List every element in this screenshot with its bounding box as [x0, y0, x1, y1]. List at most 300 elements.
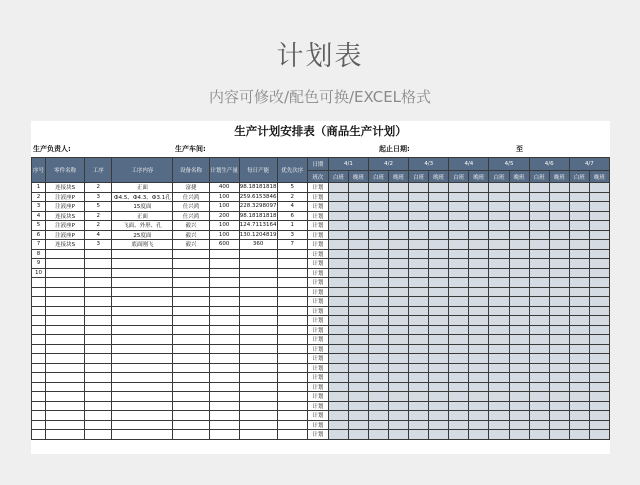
schedule-cell[interactable] [489, 401, 509, 411]
schedule-cell[interactable] [529, 249, 549, 259]
schedule-cell[interactable] [328, 192, 348, 202]
schedule-cell[interactable] [409, 259, 429, 269]
schedule-cell[interactable] [489, 230, 509, 240]
cell-device[interactable] [173, 268, 209, 278]
schedule-cell[interactable] [409, 392, 429, 402]
schedule-cell[interactable] [389, 325, 409, 335]
schedule-cell[interactable] [589, 354, 609, 364]
cell-plan[interactable] [209, 325, 239, 335]
cell-content[interactable]: Ф4.5、Ф4.3、Ф3.1孔 [112, 192, 173, 202]
schedule-cell[interactable] [549, 297, 569, 307]
schedule-cell[interactable] [369, 192, 389, 202]
schedule-cell[interactable] [409, 325, 429, 335]
cell-plan[interactable]: 100 [209, 230, 239, 240]
schedule-cell[interactable] [549, 183, 569, 193]
cell-device[interactable]: 毅兴 [173, 240, 209, 250]
cell-content[interactable] [112, 325, 173, 335]
cell-daily[interactable] [239, 268, 277, 278]
schedule-cell[interactable] [589, 363, 609, 373]
schedule-cell[interactable] [549, 259, 569, 269]
cell-content[interactable] [112, 430, 173, 440]
cell-process[interactable]: 3 [85, 192, 112, 202]
cell-process[interactable]: 2 [85, 221, 112, 231]
cell-part[interactable] [46, 392, 85, 402]
schedule-cell[interactable] [469, 325, 489, 335]
cell-content[interactable]: 25度面 [112, 230, 173, 240]
schedule-cell[interactable] [529, 192, 549, 202]
schedule-cell[interactable] [449, 306, 469, 316]
cell-content[interactable] [112, 363, 173, 373]
schedule-cell[interactable] [469, 316, 489, 326]
schedule-cell[interactable] [589, 202, 609, 212]
schedule-cell[interactable] [589, 401, 609, 411]
cell-device[interactable] [173, 401, 209, 411]
schedule-cell[interactable] [529, 240, 549, 250]
cell-plan[interactable]: 400 [209, 183, 239, 193]
cell-device[interactable] [173, 354, 209, 364]
schedule-cell[interactable] [429, 344, 449, 354]
cell-part[interactable] [46, 335, 85, 345]
schedule-cell[interactable] [328, 335, 348, 345]
schedule-cell[interactable] [589, 306, 609, 316]
cell-plan[interactable] [209, 411, 239, 421]
schedule-cell[interactable] [348, 192, 368, 202]
schedule-cell[interactable] [509, 344, 529, 354]
schedule-cell[interactable] [328, 183, 348, 193]
schedule-cell[interactable] [449, 192, 469, 202]
cell-seq[interactable] [32, 354, 46, 364]
schedule-cell[interactable] [489, 392, 509, 402]
schedule-cell[interactable] [328, 297, 348, 307]
cell-daily[interactable] [239, 278, 277, 288]
schedule-cell[interactable] [509, 240, 529, 250]
schedule-cell[interactable] [529, 401, 549, 411]
cell-daily[interactable] [239, 249, 277, 259]
schedule-cell[interactable] [529, 363, 549, 373]
cell-priority[interactable] [277, 316, 307, 326]
cell-priority[interactable] [277, 249, 307, 259]
schedule-cell[interactable] [449, 382, 469, 392]
schedule-cell[interactable] [348, 211, 368, 221]
schedule-cell[interactable] [569, 249, 589, 259]
schedule-cell[interactable] [549, 344, 569, 354]
schedule-cell[interactable] [489, 278, 509, 288]
schedule-cell[interactable] [348, 278, 368, 288]
schedule-cell[interactable] [389, 249, 409, 259]
schedule-cell[interactable] [449, 420, 469, 430]
cell-plan[interactable] [209, 278, 239, 288]
schedule-cell[interactable] [369, 401, 389, 411]
schedule-cell[interactable] [509, 268, 529, 278]
schedule-cell[interactable] [348, 183, 368, 193]
cell-part[interactable] [46, 306, 85, 316]
schedule-cell[interactable] [409, 344, 429, 354]
cell-daily[interactable]: 130.1204819 [239, 231, 277, 238]
schedule-cell[interactable] [348, 382, 368, 392]
schedule-cell[interactable] [389, 221, 409, 231]
schedule-cell[interactable] [348, 373, 368, 383]
schedule-cell[interactable] [469, 297, 489, 307]
schedule-cell[interactable] [549, 401, 569, 411]
schedule-cell[interactable] [569, 230, 589, 240]
schedule-cell[interactable] [369, 306, 389, 316]
cell-seq[interactable] [32, 306, 46, 316]
schedule-cell[interactable] [569, 221, 589, 231]
schedule-cell[interactable] [509, 230, 529, 240]
cell-seq[interactable] [32, 430, 46, 440]
schedule-cell[interactable] [348, 335, 368, 345]
schedule-cell[interactable] [409, 183, 429, 193]
schedule-cell[interactable] [449, 259, 469, 269]
schedule-cell[interactable] [389, 382, 409, 392]
cell-device[interactable] [173, 430, 209, 440]
cell-process[interactable] [85, 344, 112, 354]
cell-device[interactable] [173, 306, 209, 316]
schedule-cell[interactable] [429, 411, 449, 421]
schedule-cell[interactable] [589, 211, 609, 221]
cell-seq[interactable]: 5 [32, 221, 46, 231]
cell-priority[interactable] [277, 430, 307, 440]
cell-priority[interactable] [277, 278, 307, 288]
schedule-cell[interactable] [348, 420, 368, 430]
cell-daily[interactable]: 259.6153846 [239, 193, 277, 200]
cell-process[interactable] [85, 401, 112, 411]
schedule-cell[interactable] [348, 363, 368, 373]
cell-process[interactable] [85, 297, 112, 307]
schedule-cell[interactable] [569, 306, 589, 316]
cell-plan[interactable]: 600 [209, 240, 239, 250]
schedule-cell[interactable] [328, 278, 348, 288]
schedule-cell[interactable] [389, 287, 409, 297]
cell-process[interactable] [85, 373, 112, 383]
cell-seq[interactable] [32, 382, 46, 392]
schedule-cell[interactable] [429, 392, 449, 402]
cell-daily[interactable]: 228.3298097 [239, 203, 277, 210]
schedule-cell[interactable] [389, 373, 409, 383]
cell-seq[interactable] [32, 411, 46, 421]
schedule-cell[interactable] [389, 363, 409, 373]
cell-process[interactable] [85, 278, 112, 288]
cell-plan[interactable] [209, 373, 239, 383]
schedule-cell[interactable] [509, 297, 529, 307]
schedule-cell[interactable] [509, 335, 529, 345]
cell-process[interactable] [85, 268, 112, 278]
cell-process[interactable] [85, 411, 112, 421]
cell-content[interactable]: 15度面 [112, 202, 173, 212]
cell-part[interactable] [46, 420, 85, 430]
schedule-cell[interactable] [409, 411, 429, 421]
schedule-cell[interactable] [389, 354, 409, 364]
cell-priority[interactable] [277, 354, 307, 364]
cell-daily[interactable] [239, 420, 277, 430]
schedule-cell[interactable] [529, 287, 549, 297]
schedule-cell[interactable] [328, 354, 348, 364]
schedule-cell[interactable] [549, 373, 569, 383]
schedule-cell[interactable] [509, 278, 529, 288]
cell-process[interactable] [85, 249, 112, 259]
cell-content[interactable] [112, 382, 173, 392]
schedule-cell[interactable] [389, 202, 409, 212]
schedule-cell[interactable] [469, 335, 489, 345]
cell-device[interactable] [173, 392, 209, 402]
cell-priority[interactable] [277, 259, 307, 269]
cell-seq[interactable]: 9 [32, 259, 46, 269]
schedule-cell[interactable] [348, 221, 368, 231]
schedule-cell[interactable] [369, 202, 389, 212]
schedule-cell[interactable] [589, 249, 609, 259]
schedule-cell[interactable] [489, 430, 509, 440]
schedule-cell[interactable] [328, 306, 348, 316]
schedule-cell[interactable] [409, 230, 429, 240]
schedule-cell[interactable] [429, 373, 449, 383]
cell-plan[interactable] [209, 363, 239, 373]
schedule-cell[interactable] [409, 363, 429, 373]
schedule-cell[interactable] [589, 230, 609, 240]
cell-daily[interactable] [239, 354, 277, 364]
schedule-cell[interactable] [409, 287, 429, 297]
schedule-cell[interactable] [589, 325, 609, 335]
schedule-cell[interactable] [409, 420, 429, 430]
schedule-cell[interactable] [389, 192, 409, 202]
schedule-cell[interactable] [509, 382, 529, 392]
schedule-cell[interactable] [429, 221, 449, 231]
schedule-cell[interactable] [348, 325, 368, 335]
schedule-cell[interactable] [469, 259, 489, 269]
cell-device[interactable] [173, 316, 209, 326]
schedule-cell[interactable] [389, 316, 409, 326]
cell-process[interactable] [85, 420, 112, 430]
schedule-cell[interactable] [429, 306, 449, 316]
schedule-cell[interactable] [469, 211, 489, 221]
cell-device[interactable]: 毅兴 [173, 230, 209, 240]
schedule-cell[interactable] [529, 354, 549, 364]
schedule-cell[interactable] [389, 344, 409, 354]
schedule-cell[interactable] [569, 297, 589, 307]
schedule-cell[interactable] [569, 278, 589, 288]
schedule-cell[interactable] [389, 240, 409, 250]
schedule-cell[interactable] [348, 268, 368, 278]
schedule-cell[interactable] [489, 373, 509, 383]
schedule-cell[interactable] [549, 325, 569, 335]
schedule-cell[interactable] [569, 363, 589, 373]
schedule-cell[interactable] [328, 259, 348, 269]
schedule-cell[interactable] [328, 373, 348, 383]
cell-content[interactable] [112, 401, 173, 411]
cell-priority[interactable] [277, 287, 307, 297]
cell-content[interactable] [112, 278, 173, 288]
schedule-cell[interactable] [469, 382, 489, 392]
schedule-cell[interactable] [549, 211, 569, 221]
schedule-cell[interactable] [409, 240, 429, 250]
schedule-cell[interactable] [449, 287, 469, 297]
schedule-cell[interactable] [429, 230, 449, 240]
cell-seq[interactable] [32, 325, 46, 335]
schedule-cell[interactable] [529, 221, 549, 231]
schedule-cell[interactable] [489, 202, 509, 212]
schedule-cell[interactable] [409, 401, 429, 411]
cell-content[interactable]: 正面 [112, 211, 173, 221]
schedule-cell[interactable] [348, 392, 368, 402]
schedule-cell[interactable] [529, 316, 549, 326]
schedule-cell[interactable] [549, 221, 569, 231]
schedule-cell[interactable] [529, 211, 549, 221]
cell-priority[interactable] [277, 392, 307, 402]
schedule-cell[interactable] [429, 259, 449, 269]
schedule-cell[interactable] [529, 259, 549, 269]
schedule-cell[interactable] [409, 221, 429, 231]
cell-part[interactable] [46, 401, 85, 411]
cell-device[interactable] [173, 373, 209, 383]
cell-seq[interactable] [32, 420, 46, 430]
schedule-cell[interactable] [569, 411, 589, 421]
schedule-cell[interactable] [509, 411, 529, 421]
schedule-cell[interactable] [489, 297, 509, 307]
cell-seq[interactable] [32, 335, 46, 345]
schedule-cell[interactable] [409, 382, 429, 392]
cell-daily[interactable] [239, 392, 277, 402]
schedule-cell[interactable] [569, 259, 589, 269]
cell-seq[interactable] [32, 316, 46, 326]
schedule-cell[interactable] [389, 420, 409, 430]
cell-process[interactable] [85, 259, 112, 269]
schedule-cell[interactable] [429, 183, 449, 193]
schedule-cell[interactable] [469, 354, 489, 364]
schedule-cell[interactable] [569, 192, 589, 202]
cell-content[interactable]: 飞面、外形、孔 [112, 221, 173, 231]
schedule-cell[interactable] [529, 325, 549, 335]
schedule-cell[interactable] [469, 287, 489, 297]
schedule-cell[interactable] [549, 430, 569, 440]
schedule-cell[interactable] [469, 230, 489, 240]
schedule-cell[interactable] [569, 401, 589, 411]
schedule-cell[interactable] [449, 325, 469, 335]
cell-process[interactable] [85, 287, 112, 297]
schedule-cell[interactable] [449, 401, 469, 411]
schedule-cell[interactable] [469, 306, 489, 316]
cell-device[interactable] [173, 335, 209, 345]
schedule-cell[interactable] [549, 354, 569, 364]
cell-process[interactable]: 3 [85, 240, 112, 250]
schedule-cell[interactable] [369, 373, 389, 383]
cell-process[interactable] [85, 325, 112, 335]
cell-daily[interactable] [239, 382, 277, 392]
schedule-cell[interactable] [328, 382, 348, 392]
cell-daily[interactable] [239, 287, 277, 297]
schedule-cell[interactable] [429, 240, 449, 250]
cell-seq[interactable]: 10 [32, 268, 46, 278]
schedule-cell[interactable] [549, 392, 569, 402]
schedule-cell[interactable] [449, 335, 469, 345]
schedule-cell[interactable] [389, 183, 409, 193]
schedule-cell[interactable] [589, 192, 609, 202]
schedule-cell[interactable] [369, 249, 389, 259]
cell-daily[interactable] [239, 325, 277, 335]
schedule-cell[interactable] [389, 259, 409, 269]
schedule-cell[interactable] [469, 268, 489, 278]
schedule-cell[interactable] [409, 430, 429, 440]
schedule-cell[interactable] [389, 401, 409, 411]
schedule-cell[interactable] [589, 420, 609, 430]
schedule-cell[interactable] [489, 325, 509, 335]
schedule-cell[interactable] [569, 382, 589, 392]
schedule-cell[interactable] [409, 202, 429, 212]
schedule-cell[interactable] [469, 278, 489, 288]
cell-seq[interactable] [32, 344, 46, 354]
schedule-cell[interactable] [328, 249, 348, 259]
schedule-cell[interactable] [489, 259, 509, 269]
cell-content[interactable] [112, 354, 173, 364]
cell-part[interactable] [46, 259, 85, 269]
cell-device[interactable]: 仕兴鸿 [173, 211, 209, 221]
cell-part[interactable]: 注液座P [46, 202, 85, 212]
cell-priority[interactable] [277, 306, 307, 316]
schedule-cell[interactable] [449, 363, 469, 373]
schedule-cell[interactable] [348, 202, 368, 212]
schedule-cell[interactable] [429, 335, 449, 345]
cell-priority[interactable]: 2 [277, 192, 307, 202]
schedule-cell[interactable] [328, 268, 348, 278]
schedule-cell[interactable] [569, 183, 589, 193]
schedule-cell[interactable] [529, 297, 549, 307]
schedule-cell[interactable] [369, 278, 389, 288]
cell-plan[interactable] [209, 287, 239, 297]
schedule-cell[interactable] [549, 278, 569, 288]
schedule-cell[interactable] [449, 297, 469, 307]
schedule-cell[interactable] [549, 249, 569, 259]
schedule-cell[interactable] [429, 249, 449, 259]
schedule-cell[interactable] [569, 373, 589, 383]
cell-priority[interactable]: 1 [277, 221, 307, 231]
cell-content[interactable] [112, 297, 173, 307]
cell-daily[interactable] [239, 335, 277, 345]
cell-seq[interactable]: 7 [32, 240, 46, 250]
cell-priority[interactable] [277, 411, 307, 421]
cell-daily[interactable] [239, 316, 277, 326]
schedule-cell[interactable] [389, 306, 409, 316]
schedule-cell[interactable] [509, 259, 529, 269]
schedule-cell[interactable] [549, 411, 569, 421]
schedule-cell[interactable] [569, 240, 589, 250]
schedule-cell[interactable] [469, 221, 489, 231]
schedule-cell[interactable] [509, 183, 529, 193]
cell-part[interactable] [46, 344, 85, 354]
cell-daily[interactable] [239, 297, 277, 307]
cell-daily[interactable] [239, 430, 277, 440]
schedule-cell[interactable] [489, 249, 509, 259]
schedule-cell[interactable] [549, 363, 569, 373]
cell-plan[interactable] [209, 268, 239, 278]
schedule-cell[interactable] [569, 344, 589, 354]
schedule-cell[interactable] [449, 230, 469, 240]
cell-seq[interactable]: 3 [32, 202, 46, 212]
schedule-cell[interactable] [529, 306, 549, 316]
schedule-cell[interactable] [369, 335, 389, 345]
cell-content[interactable] [112, 344, 173, 354]
cell-device[interactable]: 仕兴鸿 [173, 192, 209, 202]
cell-seq[interactable]: 8 [32, 249, 46, 259]
schedule-cell[interactable] [429, 192, 449, 202]
cell-daily[interactable] [239, 411, 277, 421]
schedule-cell[interactable] [509, 354, 529, 364]
schedule-cell[interactable] [409, 278, 429, 288]
cell-plan[interactable] [209, 297, 239, 307]
schedule-cell[interactable] [469, 192, 489, 202]
schedule-cell[interactable] [509, 373, 529, 383]
schedule-cell[interactable] [549, 230, 569, 240]
schedule-cell[interactable] [429, 202, 449, 212]
schedule-cell[interactable] [409, 211, 429, 221]
schedule-cell[interactable] [509, 202, 529, 212]
